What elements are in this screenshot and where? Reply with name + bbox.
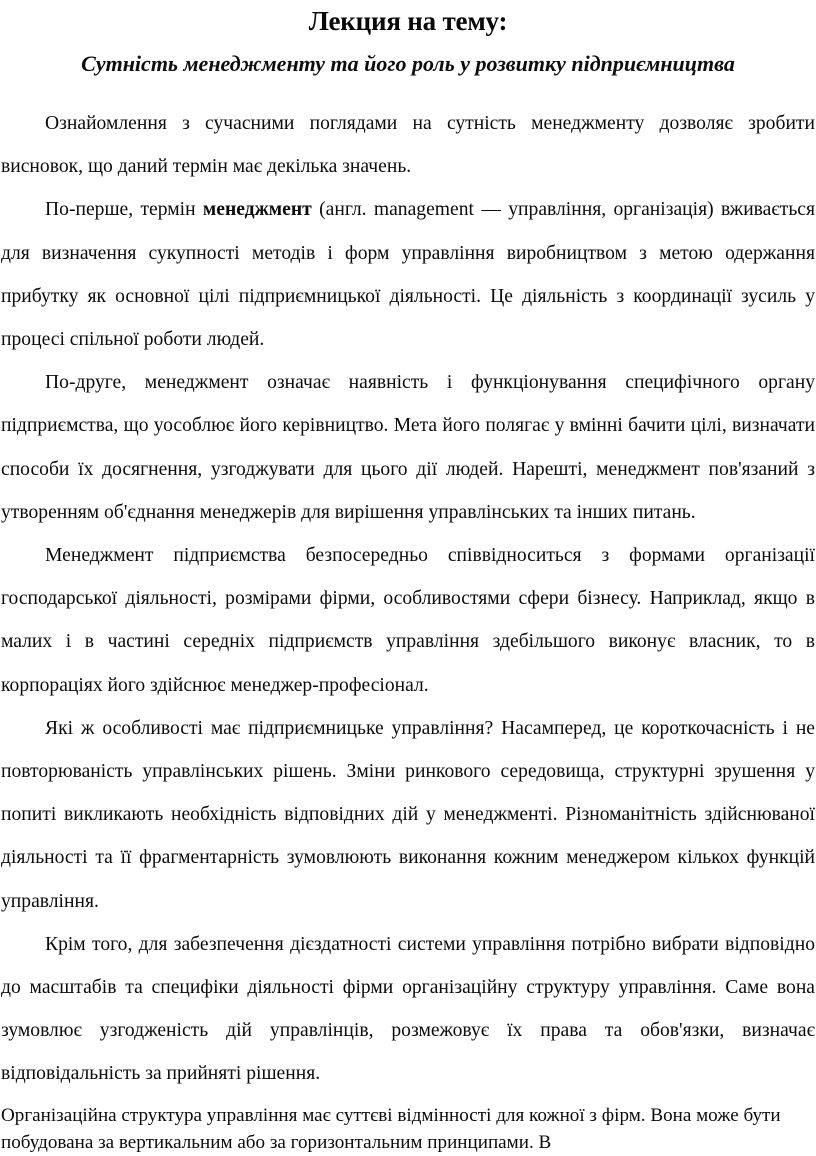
paragraph-5: Які ж особливості має підприємницьке управління? Насамперед, це короткочасність і не повторюваність управлінських рішень. Зміни ринкового середовища, структурні зрушення у попиті викликають необхідність відповідних дій у менеджменті. Різноманітність здійснюваної діяльності та її фрагментарність зумовлюють виконання кожним менеджером кількох функцій управління.: [1, 717, 815, 912]
paragraph-7-trailing: Організаційна структура управління має суттєві відмінності для кожної з фірм. Вона може бути побудована за вертикальним або за горизонтальним принципами. В: [1, 1104, 781, 1154]
page-title: Лекция на тему:: [308, 6, 508, 36]
page-subtitle: Сутність менеджменту та його роль у розвитку підприємництва: [81, 51, 735, 76]
paragraph-3: По-друге, менеджмент означає наявність і функціонування специфічного органу підприємства, що уособлює його керівництво. Мета його полягає у вмінні бачити цілі, визначати способи їх досягнення, узгоджувати для цього дії людей. Нарешті, менеджмент пов'язаний з утворенням об'єднання менеджерів для вирішення управлінських та інших питань.: [1, 372, 815, 523]
paragraph-2-emphasis: менеджмент: [202, 199, 312, 221]
paragraph-4: Менеджмент підприємства безпосередньо співвідноситься з формами організації господарської діяльності, розмірами фірми, особливостями сфери бізнесу. Наприклад, якщо в малих і в частині середніх підприємств управління здебільшого виконує власник, то в корпораціях його здійснює менеджер-професіонал.: [1, 545, 815, 696]
paragraph-2: [1, 188, 815, 361]
paragraph-2-rest: (англ. management — управління, організація) вживається для визначення сукупності методів і форм управління виробництвом з метою одержання прибутку як основної цілі підприємницької діяльності. Це діяльність з координації зусиль у процесі спільної роботи людей.: [1, 199, 815, 351]
paragraph-2-lead: По-перше, термін: [45, 199, 203, 221]
paragraph-1: Ознайомлення з сучасними поглядами на сутність менеджменту дозволяє зробити висновок, що даний термін має декілька значень.: [1, 113, 815, 178]
paragraph-6: Крім того, для забезпечення дієздатності системи управління потрібно вибрати відповідно до масштабів та специфіки діяльності фірми організаційну структуру управління. Саме вона зумовлює узгодженість дій управлінців, розмежовує їх права та обов'язки, визначає відповідальність за прийняті рішення.: [1, 933, 815, 1085]
body-copy: [1, 86, 815, 1156]
